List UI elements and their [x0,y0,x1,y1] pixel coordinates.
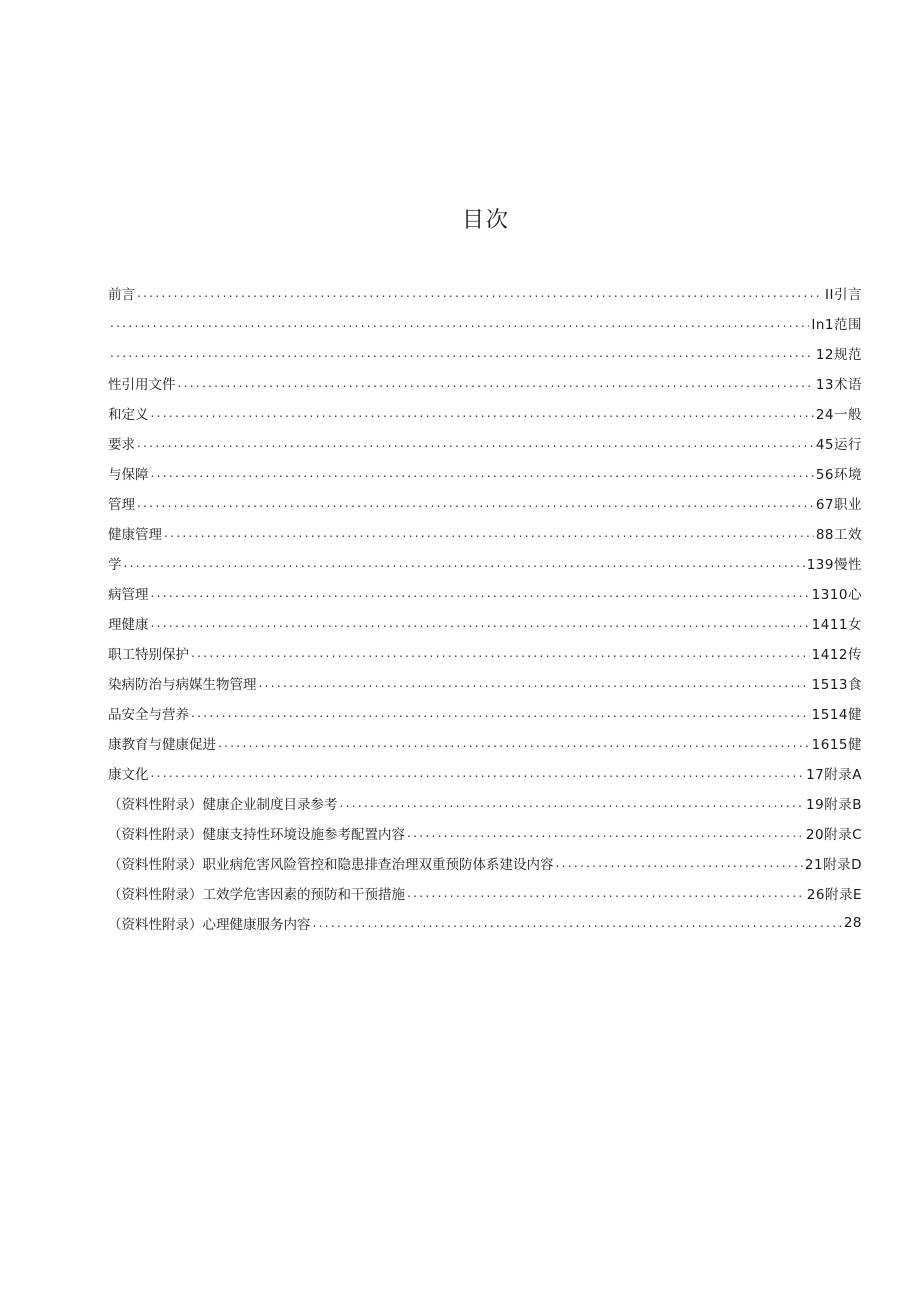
toc-leader-dots [259,676,810,690]
toc-entry[interactable] [108,818,862,848]
toc-leader-dots [407,886,805,900]
toc-entry-text: （资料性附录）工效学危害因素的预防和干预措施 [108,887,405,903]
toc-entry-page: 67职业 [815,497,862,513]
toc-entry-text: 健康管理 [108,527,162,543]
toc-leader-dots [191,706,810,720]
toc-entry-text: 病管理 [108,587,149,603]
toc-entry-page: 12规范 [815,347,862,363]
toc-entry-page: 1411女 [811,617,862,633]
toc-entry-text: （资料性附录）健康企业制度目录参考 [108,797,338,813]
toc-entry-page: 139慢性 [806,557,862,573]
toc-entry[interactable] [108,758,862,788]
toc-entry[interactable] [108,308,862,338]
toc-entry-page: 17附录A [806,767,862,783]
toc-leader-dots [137,286,823,300]
toc-entry[interactable] [108,608,862,638]
toc-leader-dots [110,346,814,360]
toc-leader-dots [556,856,803,870]
toc-leader-dots [110,316,809,330]
toc-leader-dots [191,646,810,660]
toc-entry[interactable] [108,458,862,488]
toc-entry[interactable] [108,638,862,668]
toc-entry[interactable] [108,488,862,518]
toc-entry[interactable] [108,428,862,458]
toc-entry[interactable] [108,278,862,308]
toc-entry-page: 13术语 [815,377,862,393]
toc-entry-page: 21附录D [804,857,862,873]
toc-leader-dots [313,916,842,930]
toc-entry-text: 康文化 [108,767,149,783]
toc-entry-page: 20附录C [805,827,862,843]
toc-entry-text: （资料性附录）健康支持性环境设施参考配置内容 [108,827,405,843]
toc-entry-page: 19附录B [806,797,862,813]
toc-entry[interactable] [108,908,862,938]
toc-entry-page: 1310心 [811,587,862,603]
toc-entry-text: 和定义 [108,407,149,423]
toc-entry[interactable] [108,668,862,698]
toc-leader-dots [151,406,814,420]
table-of-contents [108,278,862,938]
toc-entry-page: In1范围 [811,317,862,333]
toc-entry-text: （资料性附录）心理健康服务内容 [108,917,311,933]
toc-entry-page: 1615健 [811,737,862,753]
toc-entry-text: 理健康 [108,617,149,633]
toc-entry[interactable] [108,788,862,818]
toc-entry[interactable] [108,578,862,608]
toc-entry-text: 职工特别保护 [108,647,189,663]
toc-leader-dots [151,466,814,480]
toc-entry[interactable] [108,848,862,878]
toc-entry-text: 品安全与营养 [108,707,189,723]
toc-entry[interactable] [108,398,862,428]
toc-leader-dots [340,796,805,810]
toc-entry[interactable] [108,878,862,908]
page-title: 目次 [461,208,510,233]
toc-entry-page: 45运行 [815,437,862,453]
toc-entry-text: 要求 [108,437,135,453]
toc-entry-text: 管理 [108,497,135,513]
toc-entry-page: 1513食 [811,677,862,693]
toc-entry-text: 与保障 [108,467,149,483]
toc-leader-dots [137,496,814,510]
toc-entry[interactable] [108,698,862,728]
toc-entry-page: 26附录E [806,887,862,903]
toc-leader-dots [178,376,814,390]
toc-entry-text: 学 [108,557,122,573]
toc-leader-dots [151,586,810,600]
toc-entry[interactable] [108,548,862,578]
toc-entry-text: 染病防治与病媒生物管理 [108,677,257,693]
toc-entry[interactable] [108,338,862,368]
toc-entry-page: 88工效 [815,527,862,543]
toc-entry[interactable] [108,728,862,758]
toc-leader-dots [151,766,805,780]
toc-leader-dots [164,526,814,540]
toc-entry-page: 1514健 [811,707,862,723]
toc-entry-page: II引言 [825,287,862,303]
toc-entry-page: 1412传 [811,647,862,663]
toc-entry[interactable] [108,368,862,398]
toc-leader-dots [124,556,805,570]
toc-leader-dots [407,826,804,840]
toc-entry-page: 28 [843,915,862,931]
toc-entry-text: 性引用文件 [108,377,176,393]
toc-entry[interactable] [108,518,862,548]
toc-entry-text: 前言 [108,287,135,303]
toc-entry-text: （资料性附录）职业病危害风险管控和隐患排查治理双重预防体系建设内容 [108,857,554,873]
toc-entry-text: 康教育与健康促进 [108,737,216,753]
toc-entry-page: 56环境 [815,467,862,483]
toc-entry-page: 24一般 [815,407,862,423]
toc-leader-dots [218,736,810,750]
toc-leader-dots [151,616,810,630]
toc-leader-dots [137,436,814,450]
